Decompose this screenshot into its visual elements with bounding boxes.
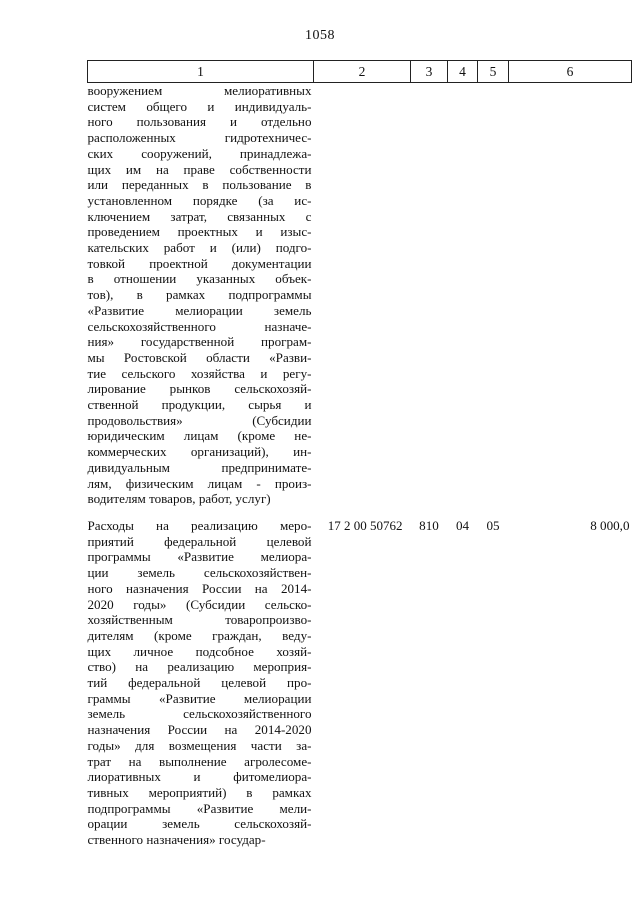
description-line: назначения России на 2014-2020 [87, 722, 312, 738]
description-line: ного назначения России на 2014- [87, 580, 312, 596]
description-line: ции земель сельскохозяйствен- [87, 565, 312, 581]
description-line: орации земель сельскохозяй- [87, 816, 312, 832]
description-line: ственной продукции, сырья и [87, 397, 312, 413]
header-col-1: 1 [88, 61, 314, 83]
header-col-4: 4 [448, 61, 478, 83]
description-line: Расходы на реализацию меро- [87, 517, 312, 533]
description-line: ственного назначения» государ- [87, 832, 266, 848]
description-line: программы «Развитие мелиора- [87, 549, 312, 565]
description-line: установленном порядке (за ис- [87, 192, 312, 208]
description-line: приятий федеральной целевой [87, 533, 312, 549]
description-line: годы» для возмещения части за- [87, 737, 312, 753]
description-line: тивных мероприятий) в рамках [87, 784, 312, 800]
description-line: или переданных в пользование в [87, 177, 312, 193]
description-line: граммы «Развитие мелиорации [87, 690, 312, 706]
description-line: дителям (кроме граждан, веду- [87, 627, 312, 643]
budget-table [87, 60, 632, 848]
description-line: подпрограммы «Развитие мели- [87, 800, 312, 816]
row-section [448, 83, 478, 507]
description-line: тий федеральной целевой про- [87, 675, 312, 691]
row-section: 04 [455, 517, 470, 533]
description-line: лирование рынков сельскохозяй- [87, 381, 312, 397]
description-line: систем общего и индивидуаль- [87, 98, 312, 114]
description-line: ство) на реализацию мероприя- [87, 659, 312, 675]
description-line: трат на выполнение агролесоме- [87, 753, 312, 769]
description-line: тов), в рамках подпрограммы [87, 287, 312, 303]
header-col-6: 6 [509, 61, 632, 83]
description-line: продовольствия» (Субсидии [87, 412, 312, 428]
description-line: ских сооружений, принадлежа- [87, 145, 312, 161]
description-line: расположенных гидротехничес- [87, 130, 312, 146]
row-target-article [314, 83, 411, 507]
description-line: земель сельскохозяйственного [87, 706, 312, 722]
row-target-article: 17 2 00 50762 [327, 517, 403, 533]
description-line: 2020 годы» (Субсидии сельско- [87, 596, 312, 612]
description-line: товкой проектной документации [87, 255, 312, 271]
row-description [88, 83, 314, 507]
description-line: ного пользования и отдельно [87, 114, 312, 130]
description-line: щих личное подсобное хозяй- [87, 643, 312, 659]
description-line: в отношении указанных объек- [87, 271, 312, 287]
description-line: вооружением мелиоративных [87, 83, 312, 98]
row-amount: 8 000,0 [590, 517, 630, 533]
description-line: хозяйственным товаропроизво- [87, 612, 312, 628]
header-col-2: 2 [314, 61, 411, 83]
description-line: «Развитие мелиорации земель [87, 302, 312, 318]
header-col-3: 3 [411, 61, 448, 83]
row-description [88, 507, 314, 848]
description-line: юридическим лицам (кроме не- [87, 428, 312, 444]
row-subsection [478, 83, 509, 507]
header-col-5: 5 [478, 61, 509, 83]
row-expense-type: 810 [419, 517, 439, 533]
table-row [88, 507, 632, 848]
description-line: ключением затрат, связанных с [87, 208, 312, 224]
row-expense-type [411, 83, 448, 507]
description-line: водителям товаров, работ, услуг) [87, 491, 271, 507]
description-line: дивидуальным предпринимате- [87, 459, 312, 475]
description-line: ния» государственной програм- [87, 334, 312, 350]
description-line: щих им на праве собственности [87, 161, 312, 177]
page-number: 1058 [305, 28, 335, 43]
row-amount [509, 83, 632, 507]
description-line: мы Ростовской области «Разви- [87, 349, 312, 365]
row-subsection: 05 [486, 517, 500, 533]
description-line: тие сельского хозяйства и регу- [87, 365, 312, 381]
table-row [88, 83, 632, 507]
description-line: проведением проектных и изыс- [87, 224, 312, 240]
description-line: кательских работ и (или) подго- [87, 240, 312, 256]
description-line: коммерческих организаций), ин- [87, 444, 312, 460]
description-line: сельскохозяйственного назначе- [87, 318, 312, 334]
description-line: лиоративных и фитомелиора- [87, 769, 312, 785]
header-row [88, 61, 632, 83]
description-line: лям, физическим лицам - произ- [87, 475, 312, 491]
